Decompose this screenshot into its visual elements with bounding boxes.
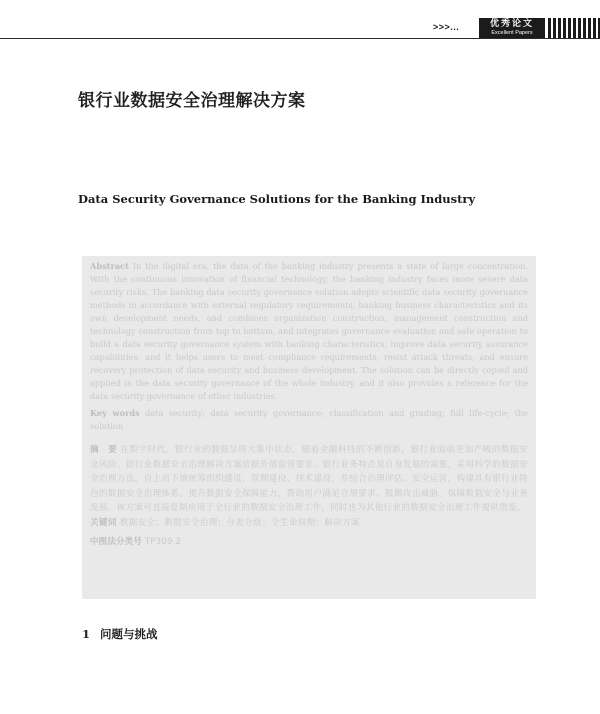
clc-number	[90, 534, 528, 549]
keywords-en	[90, 407, 528, 433]
abstract-box	[82, 256, 536, 599]
clc-value: TP309.2	[145, 536, 182, 546]
column-badge-zh: 优秀论文	[489, 19, 534, 29]
abstract-en-label: Abstract	[90, 261, 129, 271]
abstract-zh-label: 摘 要	[90, 445, 118, 455]
abstract-content	[90, 260, 528, 549]
keywords-zh	[90, 516, 528, 531]
keywords-zh-label: 关键词	[90, 517, 117, 528]
column-badge	[479, 18, 545, 38]
abstract-zh-text: 在数字时代，银行业的数据呈现大集中状态，随着金融科技的不断创新，银行业面临更加严峻的数据安全风险。银行业数据安全治理解决方案依据外部监管要求、银行业务特点及自身发展的需要，采用科学的数据安全治理方法，自上而下地统筹组织建设、管理建设、技术建设，并结合治理评估、安全运营，构建具有银行业特色的数据安全治理体系，提升数据安全保障能力，帮助用户满足合规要求、抵御攻击威胁，保障数据安全与业务发展。该方案可直接复制应用于全行业的数据安全治理工作，同时也为其他行业的数据安全治理工作提供借鉴。	[90, 445, 528, 513]
abstract-en	[90, 260, 528, 403]
header-stripes-decoration	[548, 18, 600, 38]
abstract-en-text: In the digital era, the data of the banking industry presents a state of large concentration. With the continuous innovation of financial technology, the banking industry faces more severe data security risks. The banking data security governance solution adopts scientific data security governance methods in accordance with external regulatory requirements, banking business characteristics and its own development needs, and combines organization construction, management construction and technology construction from top to bottom, and integrates governance evaluation and safe operation to build a data security governance system with banking characteristics, improve data security assurance capabilities, and it helps users to meet compliance requirements, resist attack threats, and ensure recovery protection of data security and business development. The solution can be directly copied and applied in the data security governance of the whole industry, and it also provides a reference for the data security governance of other industries.	[90, 261, 528, 401]
page-title-zh: 银行业数据安全治理解决方案	[78, 91, 306, 111]
page-title-en: Data Security Governance Solutions for the Banking Industry	[78, 192, 476, 206]
column-badge-en: Excellent Papers	[491, 30, 533, 36]
section-heading	[82, 626, 158, 642]
clc-label: 中图法分类号	[90, 536, 143, 546]
keywords-en-label: Key words	[90, 408, 140, 418]
abstract-zh-block	[90, 443, 528, 549]
abstract-zh	[90, 443, 528, 516]
header-rule	[0, 38, 600, 39]
section-title: 问题与挑战	[100, 627, 158, 641]
keywords-en-text: data security; data security governance; classification and grading; full life-cycle; the solution	[90, 408, 528, 431]
section-number: 1	[82, 627, 91, 641]
keywords-zh-text: 数据安全；数据安全治理；分类分级；全生命周期；解决方案	[119, 517, 360, 528]
header-arrow-mark: >>>...	[433, 22, 460, 32]
